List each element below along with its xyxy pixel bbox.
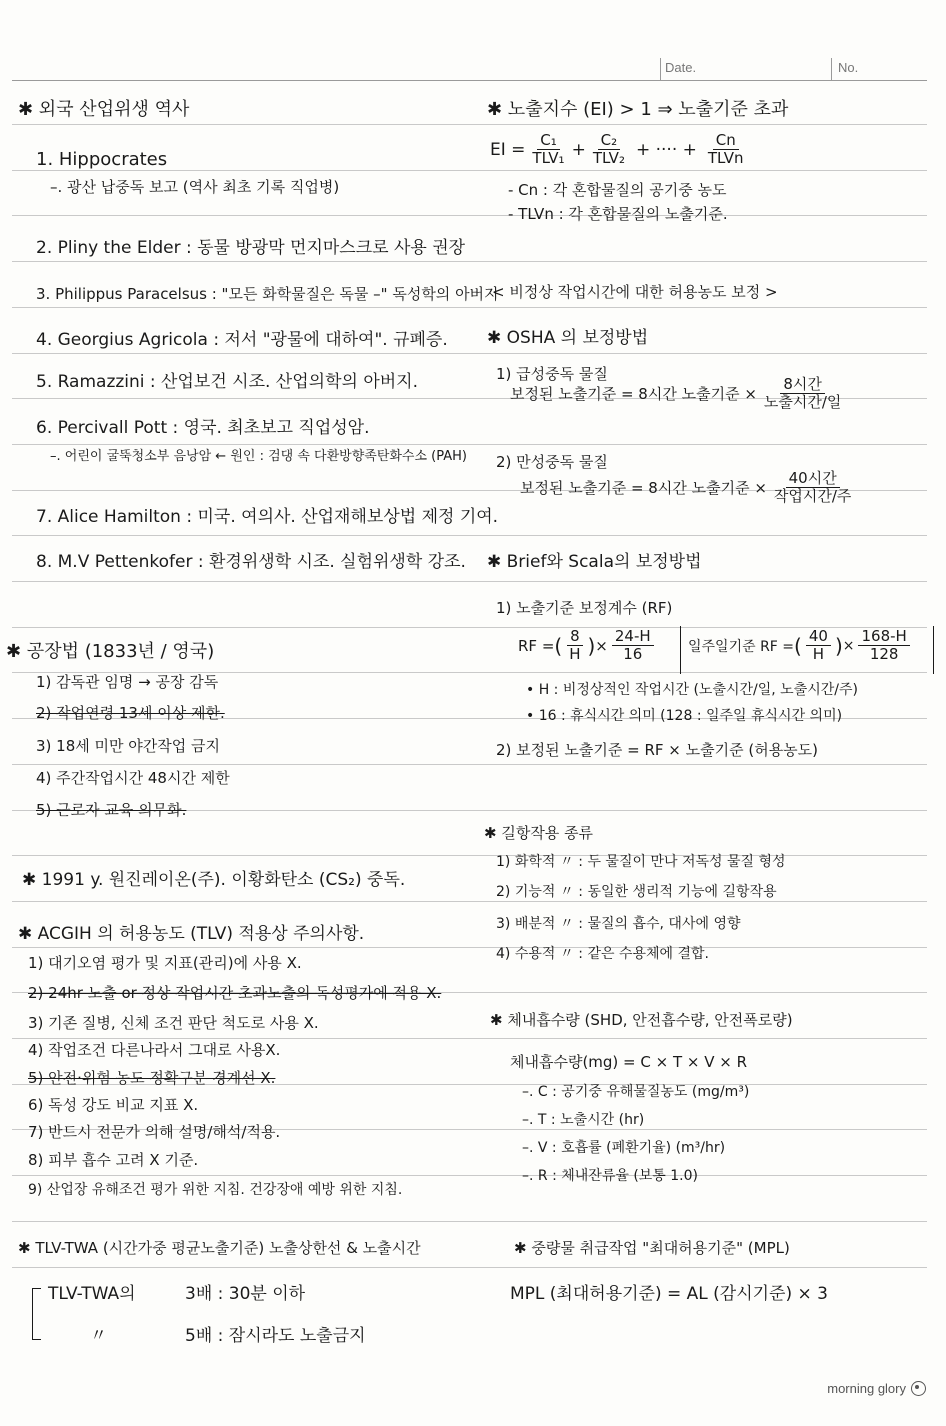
history-item: 5. Ramazzini : 산업보건 시조. 산업의학의 아버지. (36, 372, 418, 392)
osha-acute-lhs: 보정된 노출기준 = 8시간 노출기준 × (510, 385, 757, 403)
ei-title: ✱ 노출지수 (EI) > 1 ⇒ 노출기준 초과 (487, 99, 789, 120)
brief-rf-formula: RF = ( $\frac{8}{H}$ ) × $\frac{24-H}{16}$ (518, 628, 658, 663)
ei-dots: + ···· + (635, 139, 697, 160)
osha-chronic-label: 2) 만성중독 물질 (496, 453, 608, 471)
brief-note: • 16 : 휴식시간 의미 (128 : 일주일 휴식시간 의미) (526, 708, 843, 724)
twa-line2-label: 〃 (90, 1326, 107, 1346)
ruled-line (12, 764, 927, 765)
ruled-line (12, 444, 927, 445)
factory-act-item: 3) 18세 미만 야간작업 금지 (36, 737, 220, 755)
ei-plus: + (571, 139, 586, 160)
antagonism-item: 1) 화학적 〃 : 두 물질이 만나 저독성 물질 형성 (496, 854, 786, 870)
osha-chronic-formula (520, 470, 858, 505)
shd-item: –. T : 노출시간 (hr) (522, 1112, 645, 1128)
rf-times: × (595, 636, 608, 655)
acgih-item: 3) 기존 질병, 신체 조건 판단 척도로 사용 X. (28, 1014, 319, 1032)
factory-act-item: 1) 감독관 임명 → 공장 감독 (36, 673, 219, 691)
factory-act-item: 2) 작업연령 13세 이상 제한. (36, 704, 225, 722)
osha-chronic-lhs: 보정된 노출기준 = 8시간 노출기준 × (520, 479, 767, 497)
mpl-title: ✱ 중량물 취급작업 "최대허용기준" (MPL) (514, 1239, 790, 1257)
shd-formula: 체내흡수량(mg) = C × T × V × R (510, 1053, 748, 1071)
acgih-item: 5) 안전·위험 농도 정확구분 경계선 X. (28, 1069, 276, 1087)
weekly-rf-formula: 일주일기준 RF = ( $\frac{40}{H}$ ) × $\frac{168-H}{128}$ (688, 628, 914, 663)
twa-line1-label: TLV-TWA의 (48, 1284, 136, 1304)
acgih-item: 2) 24hr 노출 or 정상 작업시간 초과노출의 독성평가에 적용 X. (28, 984, 442, 1002)
weekly-rf-fraction-1: $\frac{40}{H}$ (806, 628, 831, 663)
factory-act-item: 5) 근로자 교육 의무화. (36, 801, 187, 819)
osha-acute-fraction: $\frac{\text{8시간}}{\text{노출시간/일}}$ (763, 375, 842, 411)
ei-term-n: $\frac{Cn}{\text{TLVn}}$ (707, 131, 744, 167)
ei-formula (490, 132, 751, 167)
twa-line2-value: 5배 : 잠시라도 노출금지 (185, 1326, 366, 1346)
history-item: 7. Alice Hamilton : 미국. 여의사. 산업재해보상법 제정 기여. (36, 507, 499, 527)
ruled-line (12, 307, 927, 308)
unusual-time-note: < 비정상 작업시간에 대한 허용농도 보정 > (492, 283, 778, 301)
history-item: 8. M.V Pettenkofer : 환경위생학 시조. 실험위생학 강조. (36, 552, 466, 572)
history-title: ✱ 외국 산업위생 역사 (18, 99, 190, 120)
ruled-line (12, 261, 927, 262)
weekly-rf-times: × (842, 637, 855, 654)
weekly-rf-fraction-2: $\frac{168-H}{128}$ (858, 628, 909, 663)
brand-text: morning glory (827, 1381, 906, 1396)
acgih-item: 9) 산업장 유해조건 평가 위한 지침. 건강장애 예방 위한 지침. (28, 1182, 403, 1198)
rf-fraction-2: $\frac{24-H}{16}$ (612, 628, 654, 663)
ei-term-1: $\frac{\text{C₁}}{\text{TLV₁}}$ (532, 131, 565, 167)
ei-note: - TLVn : 각 혼합물질의 노출기준. (508, 205, 728, 223)
shd-item: –. R : 체내잔류율 (보통 1.0) (522, 1168, 699, 1184)
ruled-line (12, 1221, 927, 1222)
ruled-line (12, 1175, 927, 1176)
ei-note: - Cn : 각 혼합물질의 공기중 농도 (508, 181, 727, 199)
ei-term-2: $\frac{\text{C₂}}{\text{TLV₂}}$ (592, 131, 625, 167)
history-item: 3. Philippus Paracelsus : "모든 화학물질은 독물 –" 독성학의 아버지 (36, 285, 499, 303)
shd-item: –. V : 호흡률 (폐환기율) (m³/hr) (522, 1140, 726, 1156)
history-item: 1. Hippocrates (36, 149, 168, 170)
ruled-line (12, 535, 927, 536)
ei-lhs: EI = (490, 139, 526, 160)
acgih-item: 1) 대기오염 평가 및 지표(관리)에 사용 X. (28, 954, 302, 972)
date-label: Date. (665, 60, 697, 75)
ruled-line (12, 947, 927, 948)
ruled-line (12, 581, 927, 582)
ruled-line (12, 215, 927, 216)
ruled-line (12, 353, 927, 354)
acgih-item: 4) 작업조건 다른나라서 그대로 사용X. (28, 1041, 281, 1059)
brief-title: ✱ Brief와 Scala의 보정방법 (487, 552, 702, 572)
history-item: 6. Percivall Pott : 영국. 최초보고 직업성암. (36, 418, 370, 438)
osha-acute-label: 1) 급성중독 물질 (496, 365, 608, 383)
antagonism-item: 4) 수용적 〃 : 같은 수용체에 결합. (496, 946, 710, 962)
osha-acute-formula (510, 376, 848, 411)
mpl-formula: MPL (최대허용기준) = AL (감시기준) × 3 (510, 1284, 828, 1304)
twa-title: ✱ TLV-TWA (시간가중 평균노출기준) 노출상한선 & 노출시간 (18, 1239, 421, 1257)
flower-icon (911, 1381, 926, 1396)
antagonism-item: 3) 배분적 〃 : 물질의 흡수, 대사에 영향 (496, 916, 741, 932)
rf-lhs: RF = (518, 636, 555, 655)
osha-title: ✱ OSHA 의 보정방법 (487, 328, 649, 348)
antagonism-item: 2) 기능적 〃 : 동일한 생리적 기능에 길항작용 (496, 884, 777, 900)
factory-act-title: ✱ 공장법 (1833년 / 영국) (6, 641, 215, 662)
header-separator (660, 58, 661, 80)
ruled-line (12, 124, 927, 125)
shd-title: ✱ 체내흡수량 (SHD, 안전흡수량, 안전폭로량) (490, 1011, 793, 1029)
ruled-line (12, 1038, 927, 1039)
history-item: –. 어린이 굴뚝청소부 음낭암 ← 원인 : 검댕 속 다환방향족탄화수소 (PAH) (50, 449, 467, 464)
twa-bracket (32, 1288, 41, 1340)
history-item: –. 광산 납중독 보고 (역사 최초 기록 직업병) (50, 178, 340, 196)
acgih-title: ✱ ACGIH 의 허용농도 (TLV) 적용상 주의사항. (18, 924, 365, 944)
header-separator (831, 58, 832, 80)
footer-brand (827, 1381, 926, 1396)
twa-line1-value: 3배 : 30분 이하 (185, 1284, 306, 1304)
osha-chronic-fraction: $\frac{\text{40시간}}{\text{작업시간/주}}$ (773, 469, 852, 505)
history-item: 2. Pliny the Elder : 동물 방광막 먼지마스크로 사용 권장 (36, 238, 466, 258)
ruled-line (12, 901, 927, 902)
brief-rf-label: 1) 노출기준 보정계수 (RF) (496, 599, 673, 617)
ruled-line (12, 855, 927, 856)
factory-act-item: 4) 주간작업시간 48시간 제한 (36, 769, 230, 787)
shd-item: –. C : 공기중 유해물질농도 (mg/m³) (522, 1084, 750, 1100)
no-label: No. (838, 60, 859, 75)
weekly-rf-label: 일주일기준 RF = (688, 638, 795, 655)
header-line (12, 80, 927, 81)
brief-corrected: 2) 보정된 노출기준 = RF × 노출기준 (허용농도) (496, 741, 819, 759)
ruled-line (12, 170, 927, 171)
history-item: 4. Georgius Agricola : 저서 "광물에 대하여". 규폐증. (36, 330, 448, 350)
brief-note: • H : 비정상적인 작업시간 (노출시간/일, 노출시간/주) (526, 682, 858, 698)
acgih-item: 8) 피부 흡수 고려 X 기준. (28, 1151, 199, 1169)
rf-fraction-1: $\frac{8}{H}$ (566, 628, 583, 663)
antagonism-title: ✱ 길항작용 종류 (484, 824, 594, 842)
ruled-line (12, 1267, 927, 1268)
acgih-item: 7) 반드시 전문가 의해 설명/해석/적용. (28, 1123, 281, 1141)
event-1991: ✱ 1991 y. 원진레이온(주). 이황화탄소 (CS₂) 중독. (22, 870, 406, 890)
acgih-item: 6) 독성 강도 비교 지표 X. (28, 1096, 199, 1114)
